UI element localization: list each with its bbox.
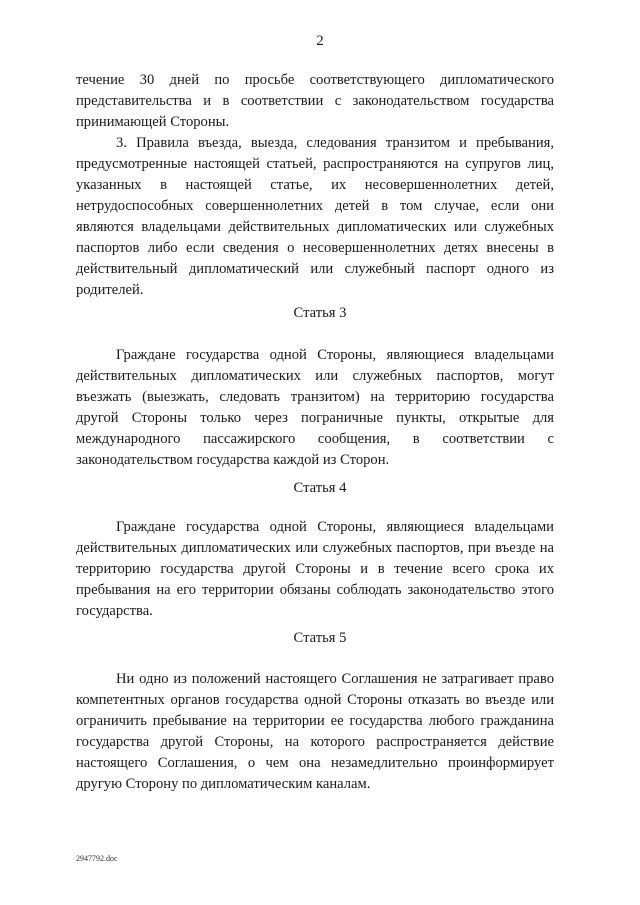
continuation-paragraph: течение 30 дней по просьбе соответствующего дипломатического представительства и в соответствии с законодательством государства принимающей Стороны. xyxy=(76,72,554,130)
file-name-footer: 2947792.doc xyxy=(76,854,118,863)
article-4-text: Граждане государства одной Стороны, являющиеся владельцами действительных дипломатических или служебных паспортов, при въезде на территорию государства другой Стороны и в течение всего срока их пребывания на его территории обязаны соблюдать законодательство этого государства. xyxy=(76,519,554,619)
article-4-heading: Статья 4 xyxy=(293,480,347,496)
article-5-heading: Статья 5 xyxy=(293,630,347,646)
article-3-text: Граждане государства одной Стороны, являющиеся владельцами действительных дипломатических или служебных паспортов, могут въезжать (выезжать, следовать транзитом) на территорию государства другой Стороны только через пограничные пункты, открытые для международного пассажирского сообщения, в соответствии с законодательством государства каждой из Сторон. xyxy=(76,347,554,468)
article-5-text: Ни одно из положений настоящего Соглашения не затрагивает право компетентных органов государства одной Стороны отказать во въезде или ограничить пребывание на территории ее государства любого гражданина государства другой Стороны, на которого распространяется действие настоящего Соглашения, о чем она незамедлительно проинформирует другую Сторону по дипломатическим каналам. xyxy=(76,671,554,792)
article-3-heading: Статья 3 xyxy=(293,305,347,321)
page-number: 2 xyxy=(316,33,324,49)
clause-3-paragraph: 3. Правила въезда, выезда, следования транзитом и пребывания, предусмотренные настоящей статьей, распространяются на супругов лиц, указанных в настоящей статье, их несовершеннолетних детей, нетрудоспособных совершеннолетних детей в том случае, если они являются владельцами действительных дипломатических или служебных паспортов либо если сведения о несовершеннолетних детях внесены в действительный дипломатический или служебный паспорт одного из родителей. xyxy=(76,135,554,298)
